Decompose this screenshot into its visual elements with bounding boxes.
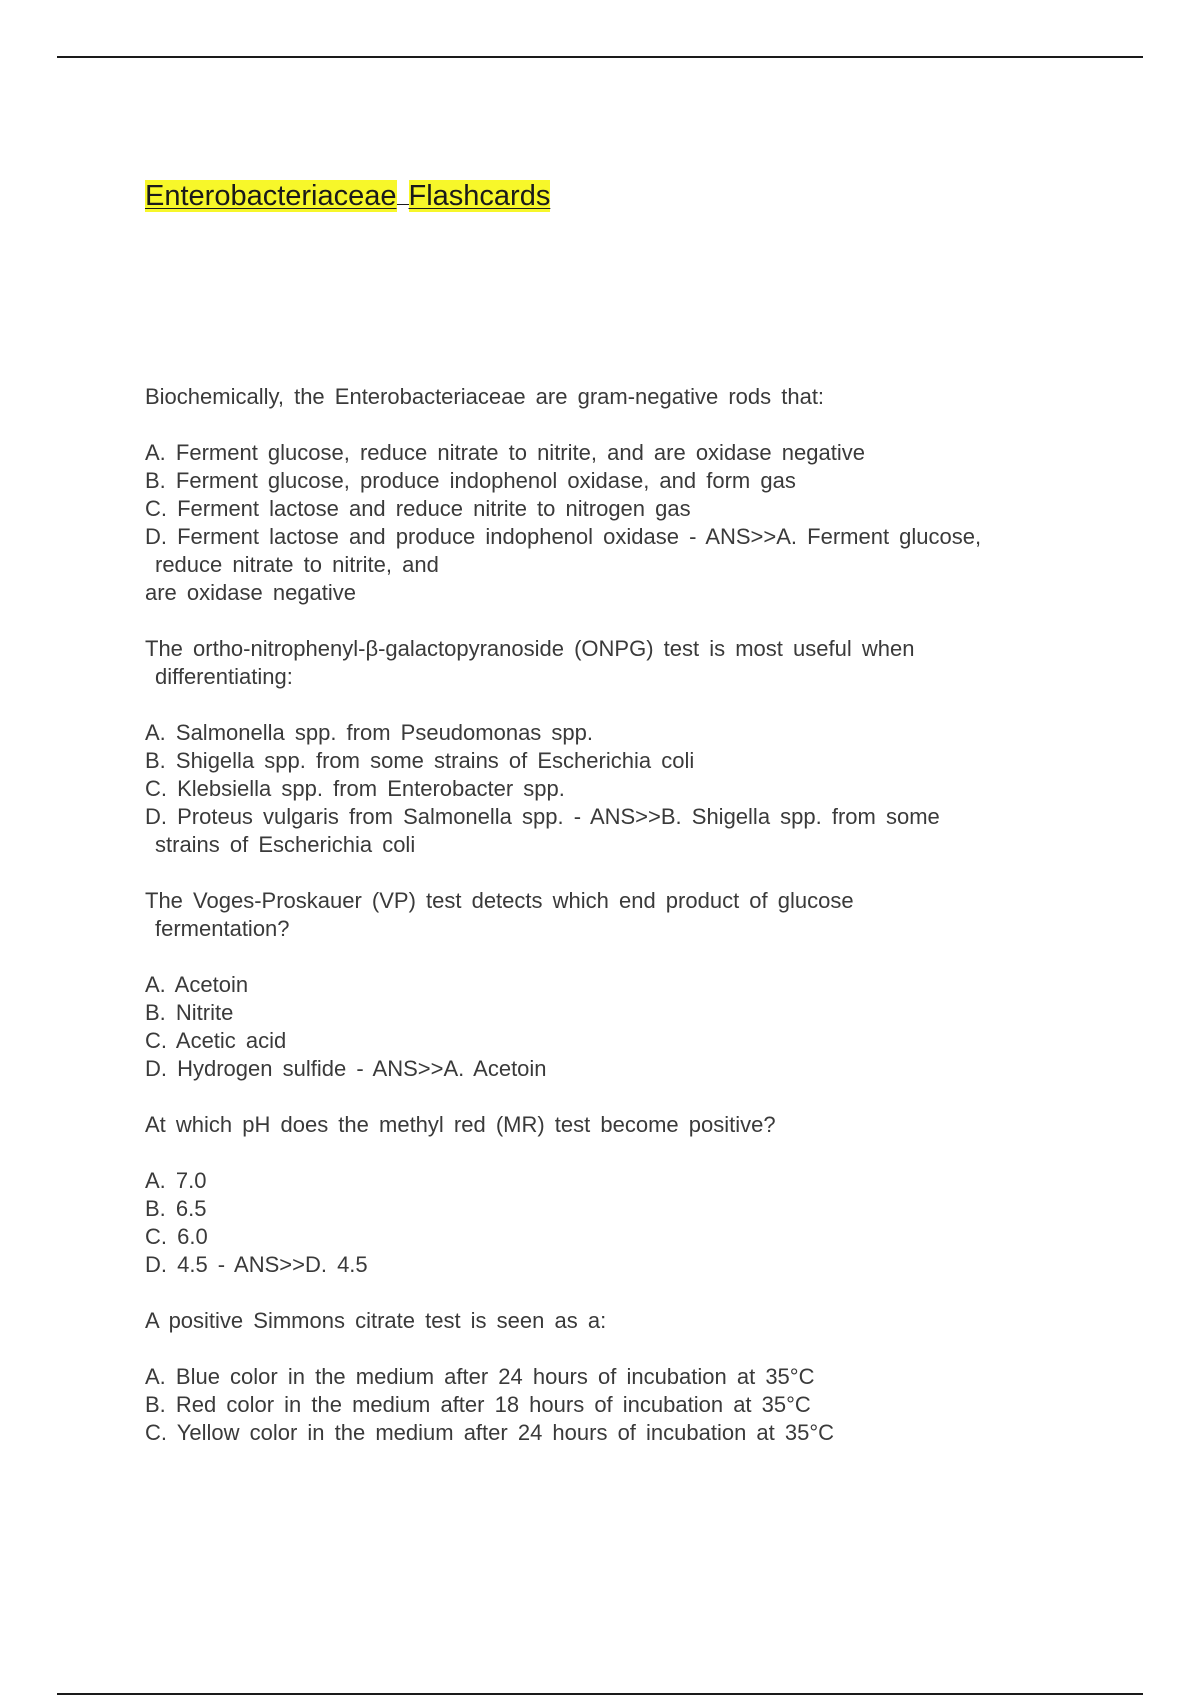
text-line: D. Proteus vulgaris from Salmonella spp. - ANS>>B. Shigella spp. from some — [145, 804, 940, 829]
text-line: A. Ferment glucose, reduce nitrate to nitrite, and are oxidase negative — [145, 440, 865, 465]
text-line: B. Red color in the medium after 18 hours of incubation at 35°C — [145, 1392, 811, 1417]
title-word-1: Enterobacteriaceae — [145, 180, 397, 212]
text-line: B. Shigella spp. from some strains of Escherichia coli — [145, 748, 695, 773]
text-line: D. Ferment lactose and produce indophenol oxidase - ANS>>A. Ferment glucose, — [145, 524, 982, 549]
text-line: D. Hydrogen sulfide - ANS>>A. Acetoin — [145, 1056, 547, 1081]
text-line: Biochemically, the Enterobacteriaceae are gram-negative rods that: — [145, 384, 825, 409]
text-line: C. Yellow color in the medium after 24 hours of incubation at 35°C — [145, 1420, 835, 1445]
blank-line — [145, 1279, 1085, 1307]
text-line: A. 7.0 — [145, 1168, 207, 1193]
text-line: C. Ferment lactose and reduce nitrite to nitrogen gas — [145, 496, 691, 521]
text-line: C. 6.0 — [145, 1224, 208, 1249]
text-line: B. Ferment glucose, produce indophenol oxidase, and form gas — [145, 468, 796, 493]
title-gap — [397, 178, 409, 205]
text-line: The ortho-nitrophenyl-β-galactopyranoside (ONPG) test is most useful when — [145, 636, 915, 661]
text-line: D. 4.5 - ANS>>D. 4.5 — [145, 1252, 368, 1277]
text-line: fermentation? — [155, 916, 290, 941]
text-line: B. 6.5 — [145, 1196, 207, 1221]
text-line: C. Klebsiella spp. from Enterobacter spp. — [145, 776, 565, 801]
title-word-2: Flashcards — [408, 180, 551, 212]
footer-rule — [57, 1693, 1143, 1695]
header-rule — [57, 56, 1143, 58]
text-line: C. Acetic acid — [145, 1028, 287, 1053]
text-line: A. Acetoin — [145, 972, 249, 997]
blank-line — [145, 943, 1085, 971]
text-line: A. Salmonella spp. from Pseudomonas spp. — [145, 720, 594, 745]
text-line: A positive Simmons citrate test is seen as a: — [145, 1308, 607, 1333]
blank-line — [145, 1335, 1085, 1363]
text-line: differentiating: — [155, 664, 293, 689]
blank-line — [145, 1083, 1085, 1111]
text-line: reduce nitrate to nitrite, and — [155, 552, 439, 577]
text-line: At which pH does the methyl red (MR) test become positive? — [145, 1112, 776, 1137]
blank-line — [145, 1139, 1085, 1167]
blank-line — [145, 691, 1085, 719]
blank-line — [145, 859, 1085, 887]
blank-line — [145, 607, 1085, 635]
text-line: A. Blue color in the medium after 24 hours of incubation at 35°C — [145, 1364, 815, 1389]
text-line: strains of Escherichia coli — [155, 832, 416, 857]
blank-line — [145, 411, 1085, 439]
flashcard-body — [145, 383, 1085, 1447]
text-line: The Voges-Proskauer (VP) test detects which end product of glucose — [145, 888, 854, 913]
text-line: B. Nitrite — [145, 1000, 234, 1025]
page-title — [145, 178, 550, 213]
text-line: are oxidase negative — [145, 580, 357, 605]
